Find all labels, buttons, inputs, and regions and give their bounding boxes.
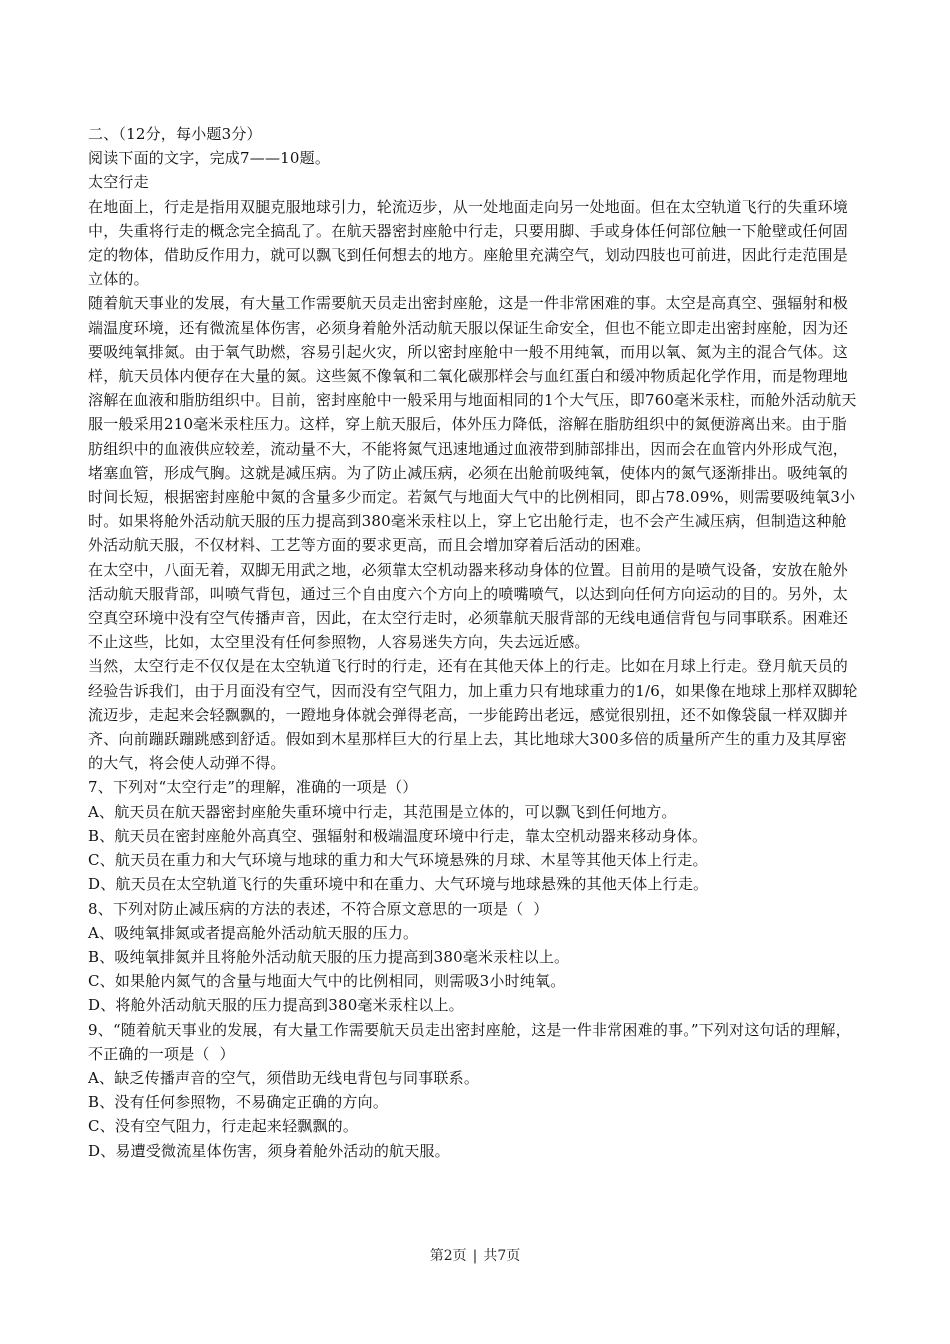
instruction: 阅读下面的文字，完成7——10题。 xyxy=(88,149,331,168)
question-stem: 7、下列对“太空行走”的理解，准确的一项是（） xyxy=(88,778,418,797)
paragraph: 随着航天事业的发展，有大量工作需要航天员走出密封座舱，这是一件非常困难的事。太空是高真空、强辐射和极端温度环境，还有微流星体伤害，必须身着舱外活动航天服以保证生命安全，但也不能立即走出密封座舱，因为还要吸纯氧排氮。由于氧气助燃，容易引起火灾，所以密封座舱中一般不用纯氧，而用以氧、氮为主的混合气体。这样，航天员体内便存在大量的氮。这些氮不像氧和二氧化碳那样会与血红蛋白和缓冲物质起化学作用，而是物理地溶解在血液和脂肪组织中。目前，密封座舱中一般采用与地面相同的1个大气压，即760毫米汞柱，而舱外活动航天服一般采用210毫米汞柱压力。这样，穿上航天服后，体外压力降低，溶解在脂肪组织中的氮便游离出来。由于脂肪组织中的血液供应较差，流动量不大，不能将氮气迅速地通过血液带到肺部排出，因而会在血管内外形成气泡，堵塞血管，形成气胸。这就是减压病。为了防止减压病，必须在出舱前吸纯氧，使体内的氮气逐渐排出。吸纯氧的时间长短，根据密封座舱中氮的含量多少而定。若氮气与地面大气中的比例相同，即占78.09%，则需要吸纯氧3小时。如果将舱外活动航天服的压力提高到380毫米汞柱以上，穿上它出舱行走，也不会产生减压病，但制造这种舱外活动航天服，不仅材料、工艺等方面的要求更高，而且会增加穿着后活动的困难。 xyxy=(88,294,857,555)
option-c: C、航天员在重力和大气环境与地球的重力和大气环境悬殊的月球、木星等其他天体上行走。 xyxy=(88,851,708,870)
option-a: A、吸纯氧排氮或者提高舱外活动航天服的压力。 xyxy=(88,923,419,942)
document-body xyxy=(88,122,862,1163)
section-header: 二、（12分，每小题3分） xyxy=(88,125,262,143)
option-c: C、如果舱内氮气的含量与地面大气中的比例相同，则需吸3小时纯氧。 xyxy=(88,972,566,991)
footer-separator: | xyxy=(472,1248,478,1264)
footer-total-suffix: 页 xyxy=(506,1248,521,1264)
question-8 xyxy=(88,897,862,1018)
footer-page-prefix: 第 xyxy=(429,1248,444,1264)
option-b: B、航天员在密封座舱外高真空、强辐射和极端温度环境中行走，靠太空机动器来移动身体。 xyxy=(88,826,708,845)
option-d: D、航天员在太空轨道飞行的失重环境中和在重力、大气环境与地球悬殊的其他天体上行走。 xyxy=(88,875,709,894)
option-b: B、吸纯氧排氮并且将舱外活动航天服的压力提高到380毫米汞柱以上。 xyxy=(88,947,570,966)
question-9 xyxy=(88,1018,862,1163)
paragraph: 在太空中，八面无着，双脚无用武之地，必须靠太空机动器来移动身体的位置。目前用的是喷气设备，安放在舱外活动航天服背部，叫喷气背包，通过三个自由度六个方向上的喷嘴喷气，以达到向任何方向运动的目的。另外，太空真空环境中没有空气传播声音，因此，在太空行走时，必须靠航天服背部的无线电通信背包与同事联系。困难还不止这些，比如，太空里没有任何参照物，人容易迷失方向，失去远近感。 xyxy=(88,560,849,652)
question-stem: 8、下列对防止减压病的方法的表述，不符合原文意思的一项是（ ） xyxy=(88,899,549,918)
option-c: C、没有空气阻力，行走起来轻飘飘的。 xyxy=(88,1117,359,1136)
footer-total-prefix: 共 xyxy=(483,1248,498,1264)
page-footer xyxy=(0,1245,950,1265)
article-text xyxy=(88,195,862,776)
option-d: D、将舱外活动航天服的压力提高到380毫米汞柱以上。 xyxy=(88,996,464,1015)
footer-page-number: 2 xyxy=(443,1248,453,1264)
article-title: 太空行走 xyxy=(88,173,149,192)
option-a: A、缺乏传播声音的空气，须借助无线电背包与同事联系。 xyxy=(88,1068,480,1087)
option-d: D、易遭受微流星体伤害，须身着舱外活动的航天服。 xyxy=(88,1141,450,1160)
paragraph: 当然，太空行走不仅仅是在太空轨道飞行时的行走，还有在其他天体上的行走。比如在月球上行走。登月航天员的经验告诉我们，由于月面没有空气，因而没有空气阻力，加上重力只有地球重力的1/6，如果像在地球上那样双脚轮流迈步，走起来会轻飘飘的，一蹬地身体就会弹得老高，一步能跨出老远，感觉很别扭，还不如像袋鼠一样双脚并齐、向前蹦跃蹦跳感到舒适。假如到木星那样巨大的行星上去，其比地球大300多倍的质量所产生的重力及其厚密的大气，将会使人动弹不得。 xyxy=(88,657,858,773)
option-b: B、没有任何参照物，不易确定正确的方向。 xyxy=(88,1093,389,1112)
question-7 xyxy=(88,775,862,896)
question-stem: 9、“随着航天事业的发展，有大量工作需要航天员走出密封座舱，这是一件非常困难的事。”下列对这句话的理解，不正确的一项是（ ） xyxy=(88,1020,851,1063)
paragraph: 在地面上，行走是指用双腿克服地球引力，轮流迈步，从一处地面走向另一处地面。但在太空轨道飞行的失重环境中，失重将行走的概念完全搞乱了。在航天器密封座舱中行走，只要用脚、手或身体任何部位触一下舱壁或任何固定的物体，借助反作用力，就可以飘飞到任何想去的地方。座舱里充满空气，划动四肢也可前进，因此行走范围是立体的。 xyxy=(88,197,849,289)
footer-page-suffix: 页 xyxy=(452,1248,467,1264)
footer-total-pages: 7 xyxy=(497,1248,507,1264)
option-a: A、航天员在航天器密封座舱失重环境中行走，其范围是立体的，可以飘飞到任何地方。 xyxy=(88,802,677,821)
